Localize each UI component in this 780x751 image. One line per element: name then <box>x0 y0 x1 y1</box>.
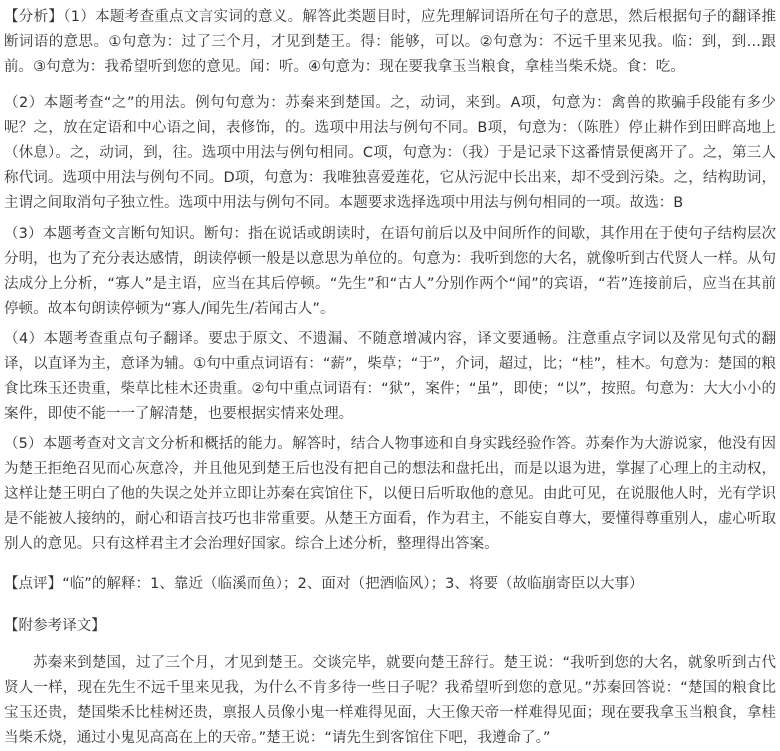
analysis-paragraph-4: （4）本题考查重点句子翻译。要忠于原文、不遗漏、不随意增减内容，译文要通畅。注意重点字词以及常见句式的翻译，以直译为主，意译为辅。①句中重点词语有：“薪”，柴草；“于”，介词，超过，比；“桂”，桂木。句意为：楚国的粮食比珠玉还贵重，柴草比桂木还贵重。②句中重点词语有：“狱”，案件；“虽”，即使；“以”，按照。句意为：大大小小的案件，即使不能一一了解清楚，也要根据实情来处理。 <box>4 331 776 422</box>
translation-heading: 【附参考译文】 <box>4 618 106 634</box>
translation-paragraph: 苏秦来到楚国，过了三个月，才见到楚王。交谈完毕，就要向楚王辞行。楚王说：“我听到您的大名，就象听到古代贤人一样，现在先生不远千里来见我，为什么不肯多待一些日子呢？我希望听到您的意见。”苏秦回答说：“楚国的粮食比宝玉还贵，楚国柴禾比桂树还贵，禀报人员像小鬼一样难得见面，大王像天帝一样难得见面；现在要我拿玉当粮食，拿桂当柴禾烧，通过小鬼见高高在上的天帝。”楚王说：“请先生到客馆住下吧，我遵命了。” <box>4 655 776 746</box>
analysis-paragraph-3: （3）本题考查文言断句知识。断句：指在说话或朗读时，在语句前后以及中间所作的间歇，其作用在于使句子结构层次分明，也为了充分表达感情，朗读停顿一般是以意思为单位的。句意为：我听到您的大名，就像听到古代贤人一样。从句法成分上分析，“寡人”是主语，应当在其后停顿。“先生”和“古人”分别作两个“闻”的宾语，“若”连接前后，应当在其前停顿。故本句朗读停顿为“寡人/闻先生/若闻古人”。 <box>4 226 776 317</box>
comment-paragraph: 【点评】“临”的解释：1、靠近（临溪而鱼）；2、面对（把酒临风）；3、将要（故临崩寄臣以大事） <box>4 576 644 592</box>
analysis-paragraph-1: 【分析】（1）本题考查重点文言实词的意义。解答此类题目时，应先理解词语所在句子的意思，然后根据句子的翻译推断词语的意思。①句意为：过了三个月，才见到楚王。得：能够，可以。②句意为：不远千里来见我。临：到，到…跟前。③句意为：我希望听到您的意见。闻：听。④句意为：现在要我拿玉当粮食，拿桂当柴禾烧。食：吃。 <box>4 9 776 75</box>
analysis-paragraph-5: （5）本题考查对文言文分析和概括的能力。解答时，结合人物事迹和自身实践经验作答。苏秦作为大游说家，他没有因为楚王拒绝召见而心灰意冷，并且他见到楚王后也没有把自己的想法和盘托出，而是以退为进，掌握了心理上的主动权，这样让楚王明白了他的失误之处并立即让苏秦在宾馆住下，以便日后听取他的意见。由此可见，在说服他人时，光有学识是不能被人接纳的，耐心和语言技巧也非常重要。从楚王方面看，作为君主，不能妄自尊大，要懂得尊重别人，虚心听取别人的意见。只有这样君主才会治理好国家。综合上述分析，整理得出答案。 <box>4 436 776 552</box>
analysis-paragraph-2: （2）本题考查“之”的用法。例句句意为：苏秦来到楚国。之，动词，来到。A项，句意为：禽兽的欺骗手段能有多少呢？之，放在定语和中心语之间，表修饰，的。选项中用法与例句不同。B项，句意为：（陈胜）停止耕作到田畔高地上（休息）。之，动词，到，往。选项中用法与例句相同。C项，句意为：（我）于是记录下这番情景便离开了。之，第三人称代词。选项中用法与例句不同。D项，句意为：我唯独喜爱莲花，它从污泥中长出来，却不受到污染。之，结构助词，主谓之间取消句子独立性。选项中用法与例句不同。本题要求选择选项中用法与例句相同的一项。故选：B <box>4 95 776 211</box>
